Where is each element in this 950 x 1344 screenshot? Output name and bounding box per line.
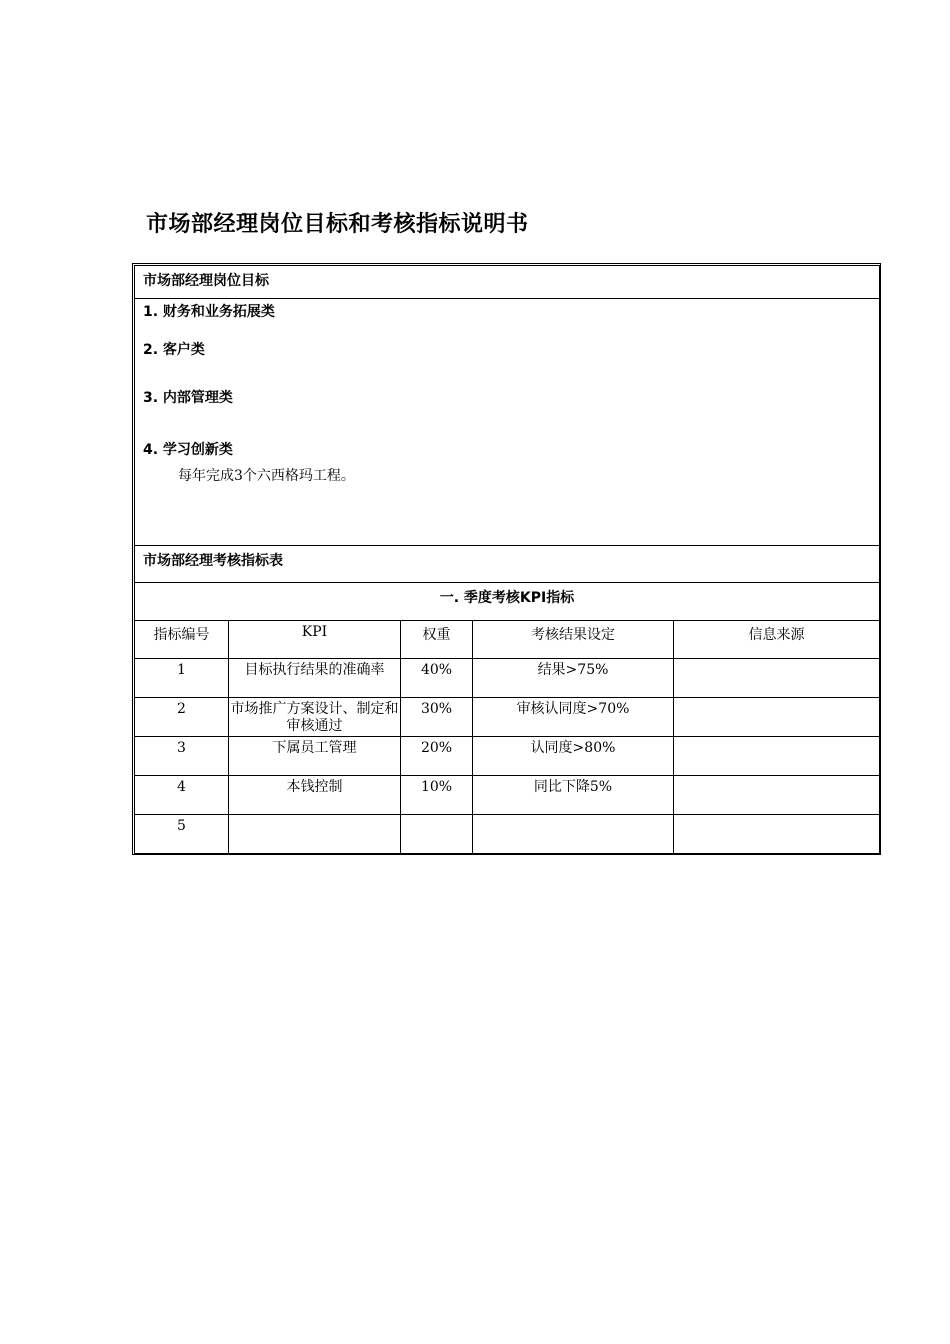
kpi-section-header: 市场部经理考核指标表 xyxy=(135,546,880,583)
cell-kpi: 目标执行结果的准确率 xyxy=(229,659,401,698)
column-header-weight: 权重 xyxy=(401,621,473,659)
cell-id: 2 xyxy=(135,698,229,737)
kpi-document-table xyxy=(134,265,880,854)
cell-weight xyxy=(401,815,473,854)
goal-item-internal: 3. 内部管理类 xyxy=(143,390,233,406)
table-row xyxy=(135,776,880,815)
cell-id: 3 xyxy=(135,737,229,776)
cell-target: 同比下降5% xyxy=(473,776,674,815)
cell-weight: 20% xyxy=(401,737,473,776)
cell-weight: 40% xyxy=(401,659,473,698)
goal-item-finance: 1. 财务和业务拓展类 xyxy=(143,304,275,320)
cell-kpi: 市场推广方案设计、制定和审核通过 xyxy=(229,698,401,737)
cell-kpi: 下属员工管理 xyxy=(229,737,401,776)
goal-item-learning: 4. 学习创新类 xyxy=(143,442,233,458)
cell-source xyxy=(674,698,880,737)
cell-source xyxy=(674,737,880,776)
column-header-id: 指标编号 xyxy=(135,621,229,659)
cell-id: 1 xyxy=(135,659,229,698)
table-row xyxy=(135,698,880,737)
goal-item-learning-detail: 每年完成3个六西格玛工程。 xyxy=(178,468,355,484)
column-header-target: 考核结果设定 xyxy=(473,621,674,659)
cell-kpi xyxy=(229,815,401,854)
cell-source xyxy=(674,776,880,815)
table-row xyxy=(135,659,880,698)
cell-target xyxy=(473,815,674,854)
cell-id: 5 xyxy=(135,815,229,854)
page-title: 市场部经理岗位目标和考核指标说明书 xyxy=(146,212,529,237)
goals-list xyxy=(135,299,880,546)
cell-weight: 30% xyxy=(401,698,473,737)
column-header-kpi: KPI xyxy=(229,621,401,659)
goals-section-header: 市场部经理岗位目标 xyxy=(135,266,880,299)
cell-target: 结果>75% xyxy=(473,659,674,698)
cell-weight: 10% xyxy=(401,776,473,815)
kpi-column-headers xyxy=(135,621,880,659)
table-row xyxy=(135,815,880,854)
cell-id: 4 xyxy=(135,776,229,815)
cell-source xyxy=(674,659,880,698)
cell-target: 认同度>80% xyxy=(473,737,674,776)
goal-item-customer: 2. 客户类 xyxy=(143,342,205,358)
cell-source xyxy=(674,815,880,854)
kpi-subheader: 一. 季度考核KPI指标 xyxy=(135,583,880,621)
table-row xyxy=(135,737,880,776)
column-header-source: 信息来源 xyxy=(674,621,880,659)
cell-target: 审核认同度>70% xyxy=(473,698,674,737)
cell-kpi: 本钱控制 xyxy=(229,776,401,815)
